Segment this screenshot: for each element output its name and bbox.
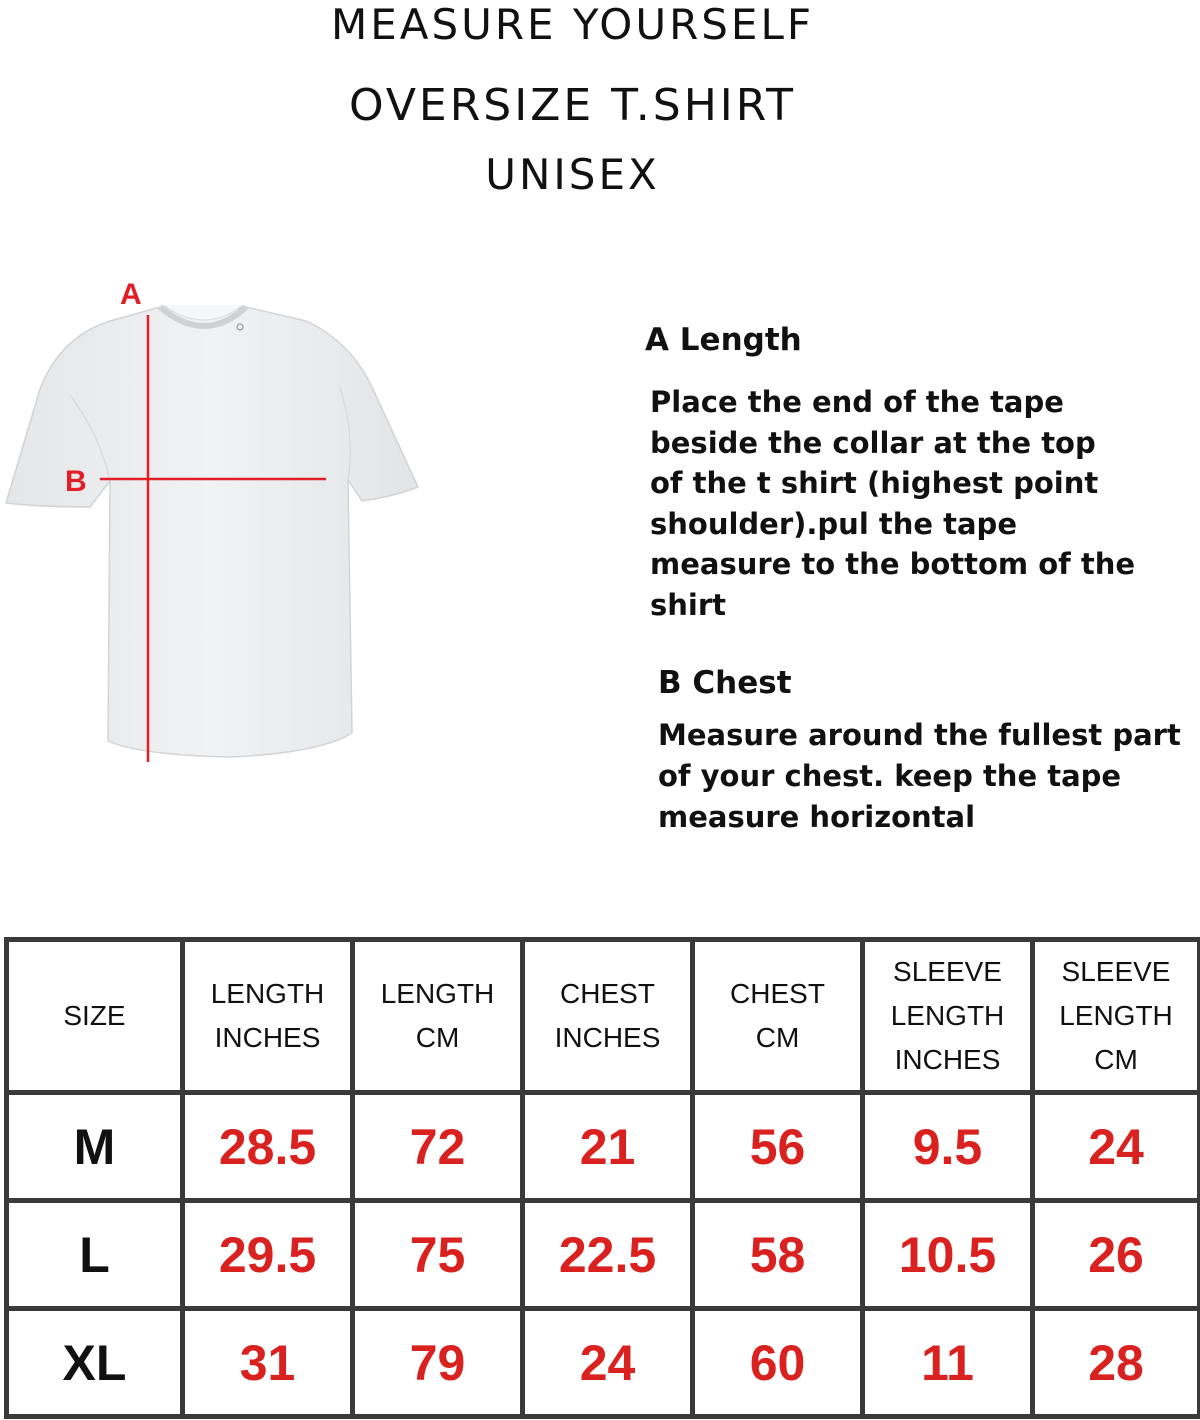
size-chart-table [4, 937, 1200, 1419]
header-size: SIZE [7, 940, 183, 1093]
title-product: OVERSIZE T.SHIRT [348, 80, 797, 131]
marker-b: B [65, 465, 87, 498]
tshirt-diagram [0, 275, 440, 775]
header-length-cm: LENGTH CM [353, 940, 523, 1093]
tshirt-icon [0, 275, 440, 775]
size-cell: XL [7, 1309, 183, 1417]
header-chest-cm: CHEST CM [693, 940, 863, 1093]
value-cell: 72 [353, 1093, 523, 1201]
table-header-row [7, 940, 1200, 1093]
value-cell: 56 [693, 1093, 863, 1201]
value-cell: 24 [1033, 1093, 1200, 1201]
instruction-line: of your chest. keep the tape [658, 759, 1122, 793]
value-cell: 75 [353, 1201, 523, 1309]
value-cell: 79 [353, 1309, 523, 1417]
title-measure-yourself: MEASURE YOURSELF [330, 0, 815, 49]
title-unisex: UNISEX [485, 150, 660, 199]
marker-a: A [120, 278, 142, 311]
instruction-line: Place the end of the tape [650, 385, 1064, 419]
value-cell: 29.5 [183, 1201, 353, 1309]
value-cell: 58 [693, 1201, 863, 1309]
value-cell: 26 [1033, 1201, 1200, 1309]
size-cell: M [7, 1093, 183, 1201]
instruction-line: measure to the bottom of the [650, 547, 1136, 581]
instruction-line: of the t shirt (highest point [650, 466, 1099, 500]
value-cell: 11 [863, 1309, 1033, 1417]
instruction-line: shoulder).pul the tape [650, 506, 1017, 541]
value-cell: 31 [183, 1309, 353, 1417]
value-cell: 28 [1033, 1309, 1200, 1417]
header-sleeve-length-inches: SLEEVE LENGTH INCHES [863, 940, 1033, 1093]
value-cell: 10.5 [863, 1201, 1033, 1309]
chest-instructions [658, 715, 1198, 838]
chest-title: B Chest [658, 665, 792, 701]
instruction-line: beside the collar at the top [650, 425, 1096, 460]
value-cell: 28.5 [183, 1093, 353, 1201]
length-title: A Length [645, 322, 802, 358]
instruction-line: shirt [650, 587, 727, 622]
table-row [7, 1309, 1200, 1417]
instruction-line: measure horizontal [658, 800, 976, 834]
value-cell: 60 [693, 1309, 863, 1417]
header-chest-inches: CHEST INCHES [523, 940, 693, 1093]
length-instructions [650, 382, 1190, 625]
instruction-line: Measure around the fullest part [658, 718, 1181, 752]
header-sleeve-length-cm: SLEEVE LENGTH CM [1033, 940, 1200, 1093]
table-row [7, 1201, 1200, 1309]
size-cell: L [7, 1201, 183, 1309]
value-cell: 9.5 [863, 1093, 1033, 1201]
header-length-inches: LENGTH INCHES [183, 940, 353, 1093]
value-cell: 24 [523, 1309, 693, 1417]
table-row [7, 1093, 1200, 1201]
value-cell: 21 [523, 1093, 693, 1201]
value-cell: 22.5 [523, 1201, 693, 1309]
